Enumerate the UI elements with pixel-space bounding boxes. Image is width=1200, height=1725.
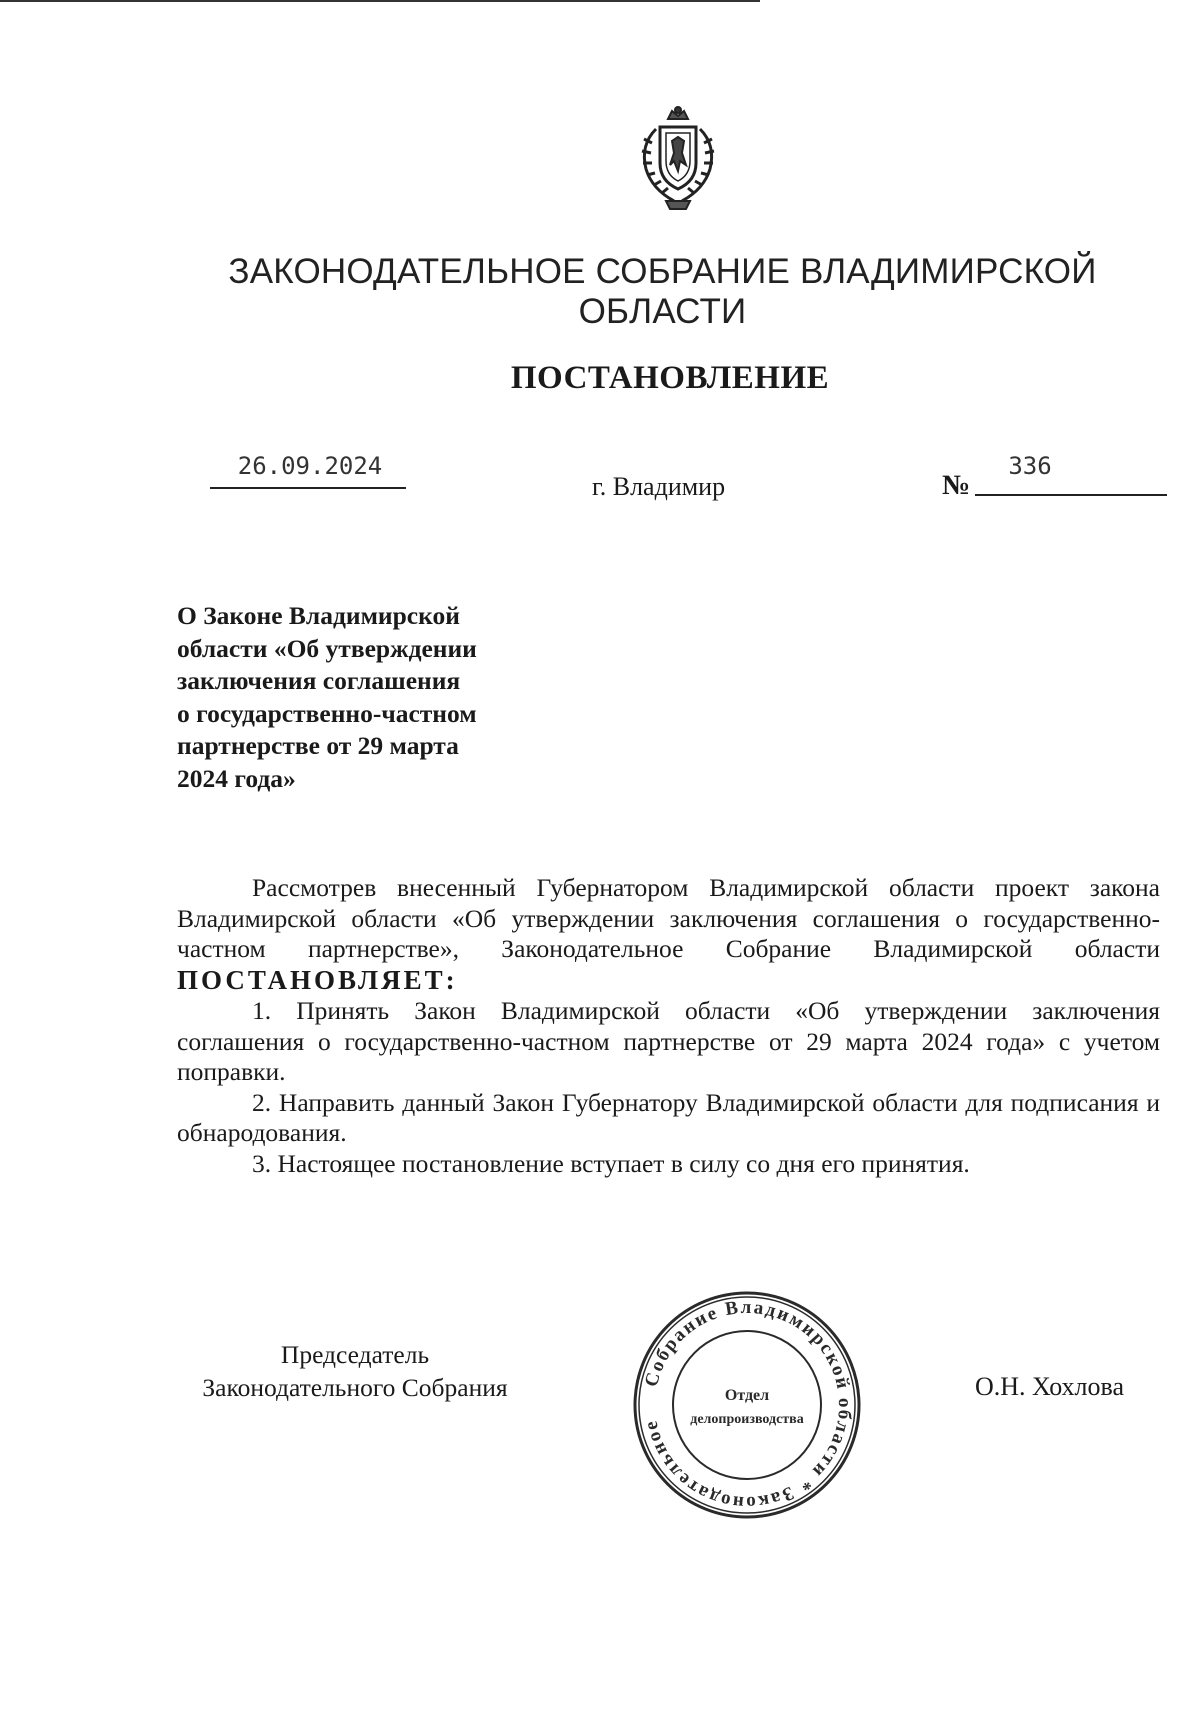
intro-text: Рассмотрев внесенный Губернатором Владимирской области проект закона Владимирской области «Об утверждении заключения соглашения о государственно-частном партнерстве», Законодательное Собрание Владимирской области bbox=[177, 873, 1160, 963]
date-underline bbox=[210, 487, 406, 489]
number-label: № bbox=[942, 470, 971, 501]
item-3: 3. Настоящее постановление вступает в силу со дня его принятия. bbox=[252, 1148, 970, 1178]
item-2: 2. Направить данный Закон Губернатору Владимирской области для подписания и обнародования. bbox=[177, 1087, 1160, 1147]
organization-name: ЗАКОНОДАТЕЛЬНОЕ СОБРАНИЕ ВЛАДИМИРСКОЙ ОБЛАСТИ bbox=[228, 252, 1097, 331]
document-number: 336 bbox=[1008, 452, 1052, 480]
document-title: ПОСТАНОВЛЕНИЕ bbox=[510, 360, 830, 396]
subject-line: о государственно-частном bbox=[177, 698, 477, 728]
document-subject bbox=[177, 600, 537, 795]
subject-line: 2024 года» bbox=[177, 763, 296, 793]
city: г. Владимир bbox=[592, 472, 726, 501]
signer-name: О.Н. Хохлова bbox=[975, 1372, 1124, 1401]
stamp-ring-text: Собрание Владимирской области * Законодательное bbox=[640, 1296, 856, 1514]
document-body bbox=[177, 873, 1160, 1179]
signer-position-line: Законодательного Собрания bbox=[202, 1373, 508, 1402]
coat-of-arms-icon bbox=[630, 105, 726, 213]
item-1: 1. Принять Закон Владимирской области «Об утверждении заключения соглашения о государственно-частном партнерстве от 29 марта 2024 года» с учетом поправки. bbox=[177, 996, 1160, 1086]
number-underline bbox=[975, 494, 1167, 496]
resolves-word: ПОСТАНОВЛЯЕТ: bbox=[177, 964, 458, 995]
subject-line: заключения соглашения bbox=[177, 666, 461, 695]
subject-line: партнерстве от 29 марта bbox=[177, 731, 459, 760]
signer-position-line: Председатель bbox=[280, 1340, 430, 1369]
stamp-center-line: Отдел bbox=[724, 1387, 770, 1404]
intro-paragraph bbox=[177, 873, 1160, 996]
official-stamp bbox=[632, 1290, 862, 1520]
top-border-line bbox=[0, 0, 760, 2]
subject-line: области «Об утверждении bbox=[177, 633, 477, 663]
document-date: 26.09.2024 bbox=[237, 452, 383, 480]
stamp-center-line: делопроизводства bbox=[690, 1412, 804, 1427]
subject-line: О Законе Владимирской bbox=[177, 601, 460, 630]
signer-position bbox=[170, 1338, 540, 1404]
